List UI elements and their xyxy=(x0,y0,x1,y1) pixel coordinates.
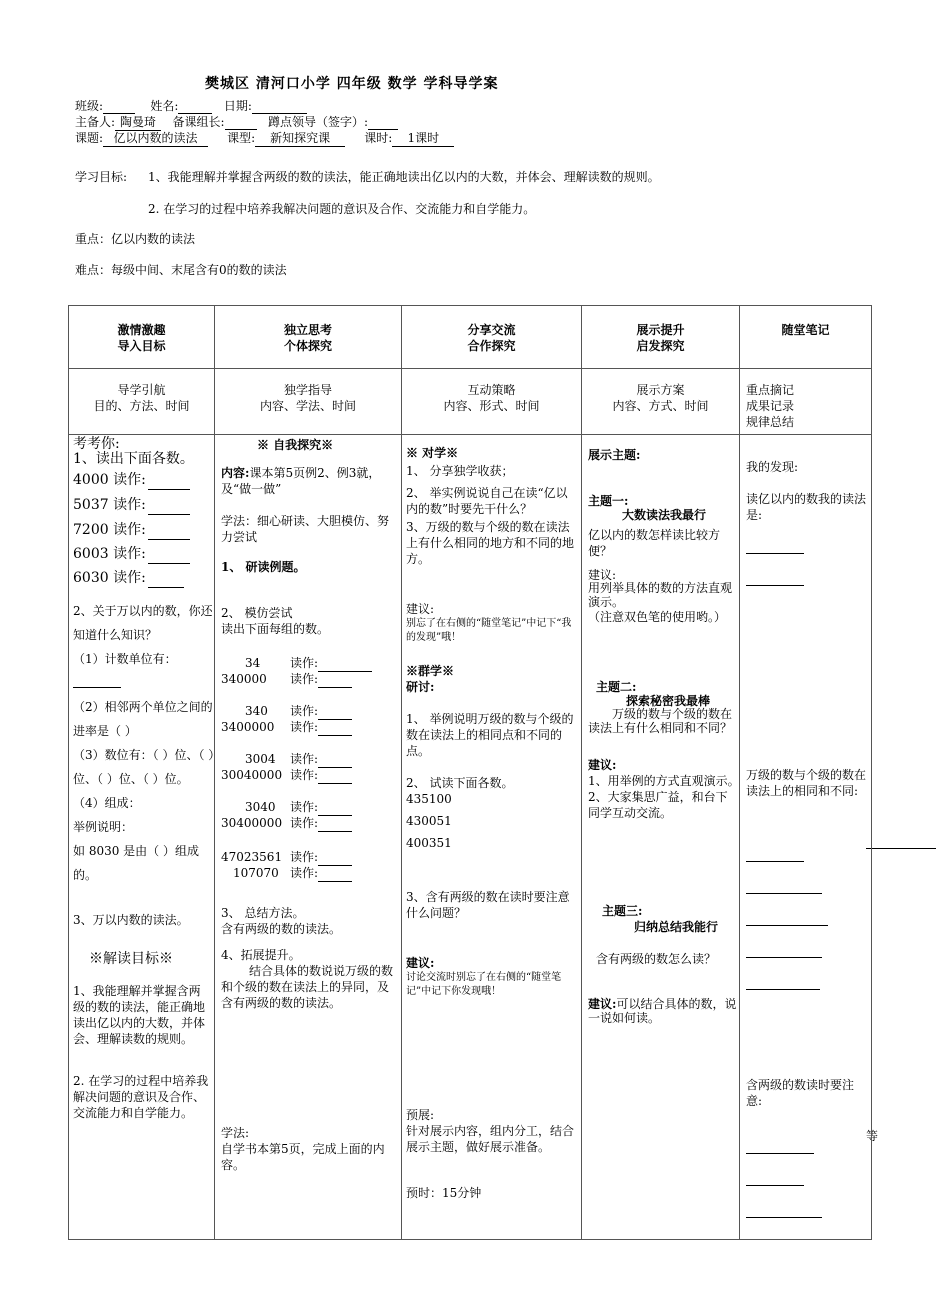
quiz-num-4: 6003 读作: xyxy=(73,545,190,564)
quiz-num-1: 4000 读作: xyxy=(73,471,190,490)
read-number: 3040 xyxy=(245,800,276,814)
quiz-q1: 1、读出下面各数。 xyxy=(73,451,194,467)
header-col-1: 激情激趣 导入目标 xyxy=(69,306,215,369)
answer-field[interactable] xyxy=(318,815,352,832)
quiz-s1: （1）计数单位有： xyxy=(73,652,177,666)
preparer-value: 陶曼琦 xyxy=(115,113,161,131)
subheader-col-3: 互动策略 内容、形式、时间 xyxy=(402,369,582,435)
answer-field[interactable] xyxy=(73,675,121,688)
topic-label: 课题: xyxy=(75,131,104,145)
subheader-col-5: 重点摘记 成果记录 规律总结 xyxy=(740,369,872,435)
info-line-1 xyxy=(75,97,307,114)
subheader-col-2: 独学指导 内容、学法、时间 xyxy=(215,369,402,435)
col3-l1: 1、 分享独学收获； xyxy=(406,464,514,478)
theme-2-suggest-label: 建议: xyxy=(588,758,617,772)
read-label: 读作: xyxy=(290,865,352,882)
col2-step-4b: 结合具体的数说说万级的数和个级的数在读法上的异同，及含有两级的数的读法。 xyxy=(221,964,394,1010)
read-label: 读作: xyxy=(290,849,352,866)
col2-method: 学法：细心研读、大胆模仿、努力尝试 xyxy=(221,514,390,544)
note-field[interactable] xyxy=(746,945,822,958)
col3-num-1: 435100 xyxy=(406,792,452,806)
theme-3-question: 含有两级的数怎么读？ xyxy=(596,952,717,966)
type-label: 课型: xyxy=(227,131,256,145)
read-label: 读作: xyxy=(290,751,352,768)
answer-field[interactable] xyxy=(148,521,190,540)
col3-d1: 1、 举例说明万级的数与个级的数在读法上的相同点和不同的点。 xyxy=(406,712,574,758)
difficult-point: 难点：每级中间、末尾含有0的数的读法 xyxy=(75,263,287,277)
quiz-title: 考考你: xyxy=(73,436,120,452)
etc-mark: 等 xyxy=(866,1129,879,1143)
read-number: 3004 xyxy=(245,752,276,766)
answer-field[interactable] xyxy=(318,767,352,784)
col2-study: 自学书本第5页，完成上面的内容。 xyxy=(221,1142,385,1172)
preparer-label: 主备人: xyxy=(75,115,116,129)
col2-step-1: 1、 研读例题。 xyxy=(221,560,306,574)
answer-field[interactable] xyxy=(148,496,190,515)
answer-field[interactable] xyxy=(318,703,352,720)
answer-field[interactable] xyxy=(318,671,352,688)
read-label: 读作: xyxy=(290,767,352,784)
quiz-num-3: 7200 读作: xyxy=(73,521,190,540)
name-field[interactable] xyxy=(178,99,212,114)
theme-2-suggest-1: 1、用举例的方式直观演示。 xyxy=(588,774,740,788)
answer-field[interactable] xyxy=(318,751,352,768)
answer-field[interactable] xyxy=(318,799,352,816)
class-field[interactable] xyxy=(103,99,135,114)
col2-step-3b: 含有两级的数的读法。 xyxy=(221,922,342,936)
goals-label: 学习目标: xyxy=(75,170,128,184)
guide-table xyxy=(68,305,872,1240)
theme-1-suggest-label: 建议: xyxy=(588,568,617,582)
note-field[interactable] xyxy=(746,881,822,894)
read-number: 30400000 xyxy=(221,816,283,830)
read-number: 34 xyxy=(245,656,261,670)
date-label: 日期: xyxy=(223,99,252,113)
theme-1-suggest: 用列举具体的数的方法直观演示。 xyxy=(588,581,733,609)
content-col-4 xyxy=(582,435,740,1240)
read-method-label: 读亿以内的数我的读法是: xyxy=(746,492,867,522)
col3-suggest-label: 建议: xyxy=(406,602,435,616)
goal-1: 1、我能理解并掌握含两级的数的读法，能正确地读出亿以内的大数，并体会、理解读数的规则。 xyxy=(148,170,660,184)
subheader-col-1: 导学引航 目的、方法、时间 xyxy=(69,369,215,435)
note-field[interactable] xyxy=(746,1141,814,1154)
quiz-s3: （3）数位有：（ ）位、（ ） xyxy=(73,748,221,762)
read-label: 读作: xyxy=(290,655,372,672)
col3-preview-label: 预展: xyxy=(406,1108,435,1122)
col3-suggest2-label: 建议: xyxy=(406,956,435,970)
theme-3-label: 主题三: xyxy=(602,904,643,918)
theme-3-suggest: 建议:可以结合具体的数，说一说如何读。 xyxy=(588,997,737,1025)
content-col-1 xyxy=(69,435,221,1240)
header-col-3: 分享交流 合作探究 xyxy=(402,306,582,369)
theme-1-name: 大数读法我最行 xyxy=(622,508,707,522)
col3-discuss-label: 研讨: xyxy=(406,680,435,694)
note-field[interactable] xyxy=(746,541,804,554)
topic-value: 亿以内数的读法 xyxy=(103,129,208,147)
answer-field[interactable] xyxy=(148,471,190,490)
theme-3-name: 归纳总结我能行 xyxy=(634,920,719,934)
theme-2-question: 万级的数与个级的数在读法上有什么相同和不同？ xyxy=(588,707,733,735)
answer-field[interactable] xyxy=(318,849,352,866)
col3-suggest2: 讨论交流时别忘了在右侧的“随堂笔记”中记下你发现哦！ xyxy=(406,972,562,997)
quiz-s4c: 如 8030 是由（ ）组成 xyxy=(73,844,199,858)
quiz-s3b: 位、（ ）位、（ ）位。 xyxy=(73,772,189,786)
read-number: 47023561 xyxy=(221,850,283,864)
attention-label: 含两级的数读时要注意: xyxy=(746,1078,855,1108)
page-title: 樊城区 清河口小学 四年级 数学 学科导学案 xyxy=(205,76,499,92)
col3-d2: 2、 试读下面各数。 xyxy=(406,776,514,790)
quiz-s2: （2）相邻两个单位之间的 xyxy=(73,700,213,714)
note-field[interactable] xyxy=(746,1173,804,1186)
subheader-col-4: 展示方案 内容、方式、时间 xyxy=(582,369,740,435)
content-row xyxy=(69,435,872,1240)
quiz-s2b: 进率是（ ） xyxy=(73,724,137,738)
col2-step-4: 4、拓展提升。 xyxy=(221,948,301,962)
answer-field[interactable] xyxy=(148,569,184,588)
col3-num-2: 430051 xyxy=(406,814,452,828)
col2-step-2: 2、 模仿尝试 xyxy=(221,606,293,620)
col3-l2: 2、 举实例说说自己在读“亿以内的数”时要先干什么？ xyxy=(406,486,568,516)
note-field[interactable] xyxy=(746,1205,822,1218)
content-col-2 xyxy=(215,435,402,1240)
header-row xyxy=(69,306,872,369)
goal-2: 2. 在学习的过程中培养我解决问题的意识及合作、交流能力和自学能力。 xyxy=(148,202,536,216)
hours-label: 课时: xyxy=(364,131,393,145)
read-label: 读作: xyxy=(290,703,352,720)
supervisor-label: 蹲点领导（签字）: xyxy=(268,115,369,129)
read-number: 340 xyxy=(245,704,268,718)
theme-1-note: （注意双色笔的使用哟。） xyxy=(588,610,727,624)
note-field[interactable] xyxy=(746,913,828,926)
theme-1-question: 亿以内的数怎样读比较方便？ xyxy=(588,528,721,558)
col1-goal-2: 2. 在学习的过程中培养我解决问题的意识及合作、交流能力和自学能力。 xyxy=(73,1074,209,1120)
name-label: 姓名: xyxy=(150,99,179,113)
header-col-2: 独立思考 个体探究 xyxy=(215,306,402,369)
quiz-q2: 2、关于万以内的数，你还 xyxy=(73,604,213,618)
leader-label: 备课组长: xyxy=(172,115,225,129)
self-explore-title: ※ 自我探究※ xyxy=(257,438,334,452)
note-field[interactable] xyxy=(746,849,804,862)
class-label: 班级: xyxy=(75,99,104,113)
theme-2-suggest-2: 2、大家集思广益，和台下同学互动交流。 xyxy=(588,790,728,820)
key-point: 重点：亿以内数的读法 xyxy=(75,232,196,246)
theme-1-label: 主题一: xyxy=(588,494,629,508)
read-label: 读作: xyxy=(290,719,352,736)
header-col-5: 随堂笔记 xyxy=(740,306,872,369)
note-field[interactable] xyxy=(746,977,820,990)
hours-value: 1课时 xyxy=(392,129,454,147)
content-col-5 xyxy=(740,435,872,1240)
group-study-title: ※群学※ xyxy=(406,664,455,678)
col3-num-3: 400351 xyxy=(406,836,452,850)
read-label: 读作: xyxy=(290,671,352,688)
side-line xyxy=(866,848,936,849)
answer-field[interactable] xyxy=(318,719,352,736)
read-number: 30040000 xyxy=(221,768,283,782)
read-label: 读作: xyxy=(290,815,352,832)
quiz-s4: （4）组成： xyxy=(73,796,141,810)
goal-header: ※解读目标※ xyxy=(89,951,173,967)
note-field[interactable] xyxy=(746,573,804,586)
col2-content: 内容:课本第5页例2、例3就，及“做一做” xyxy=(221,466,381,496)
subheader-row xyxy=(69,369,872,435)
quiz-num-2: 5037 读作: xyxy=(73,496,190,515)
col3-preview: 针对展示内容，组内分工，结合展示主题，做好展示准备。 xyxy=(406,1124,575,1154)
col3-suggest: 别忘了在右侧的“随堂笔记”中记下“我的发现”哦！ xyxy=(406,618,572,643)
col2-step-2b: 读出下面每组的数。 xyxy=(221,622,330,636)
col1-goal-1: 1、我能理解并掌握含两级的数的读法，能正确地读出亿以内的大数，并体会、理解读数的规则。 xyxy=(73,984,206,1046)
info-line-3 xyxy=(75,129,454,147)
col2-step-3: 3、 总结方法。 xyxy=(221,906,305,920)
quiz-q3: 3、万以内数的读法。 xyxy=(73,913,189,927)
show-theme-label: 展示主题: xyxy=(588,448,641,462)
supervisor-field[interactable] xyxy=(368,115,398,130)
quiz-s4d: 的。 xyxy=(73,868,98,882)
quiz-s4b: 举例说明： xyxy=(73,820,134,834)
date-field[interactable] xyxy=(252,99,307,114)
col3-d3: 3、含有两级的数在读时要注意什么问题？ xyxy=(406,890,570,920)
theme-2-name: 探索秘密我最棒 xyxy=(626,694,711,708)
leader-field[interactable] xyxy=(225,115,257,130)
content-col-3 xyxy=(402,435,582,1240)
read-number: 340000 xyxy=(221,672,267,686)
col3-l3: 3、万级的数与个级的数在读法上有什么相同的地方和不同的地方。 xyxy=(406,520,575,566)
col3-time: 预时：15分钟 xyxy=(406,1186,482,1200)
read-number: 107070 xyxy=(233,866,279,880)
header-col-4: 展示提升 启发探究 xyxy=(582,306,740,369)
quiz-num-5: 6030 读作: xyxy=(73,569,184,588)
answer-field[interactable] xyxy=(318,865,352,882)
answer-field[interactable] xyxy=(318,655,372,672)
answer-field[interactable] xyxy=(148,545,190,564)
pair-study-title: ※ 对学※ xyxy=(406,446,459,460)
col2-study-label: 学法: xyxy=(221,1126,250,1140)
theme-2-label: 主题二: xyxy=(596,680,637,694)
diff-label: 万级的数与个级的数在读法上的相同和不同: xyxy=(746,768,867,798)
read-number: 3400000 xyxy=(221,720,275,734)
type-value: 新知探究课 xyxy=(255,129,345,147)
read-label: 读作: xyxy=(290,799,352,816)
quiz-q2b: 知道什么知识？ xyxy=(73,628,158,642)
my-finding-label: 我的发现: xyxy=(746,460,799,474)
